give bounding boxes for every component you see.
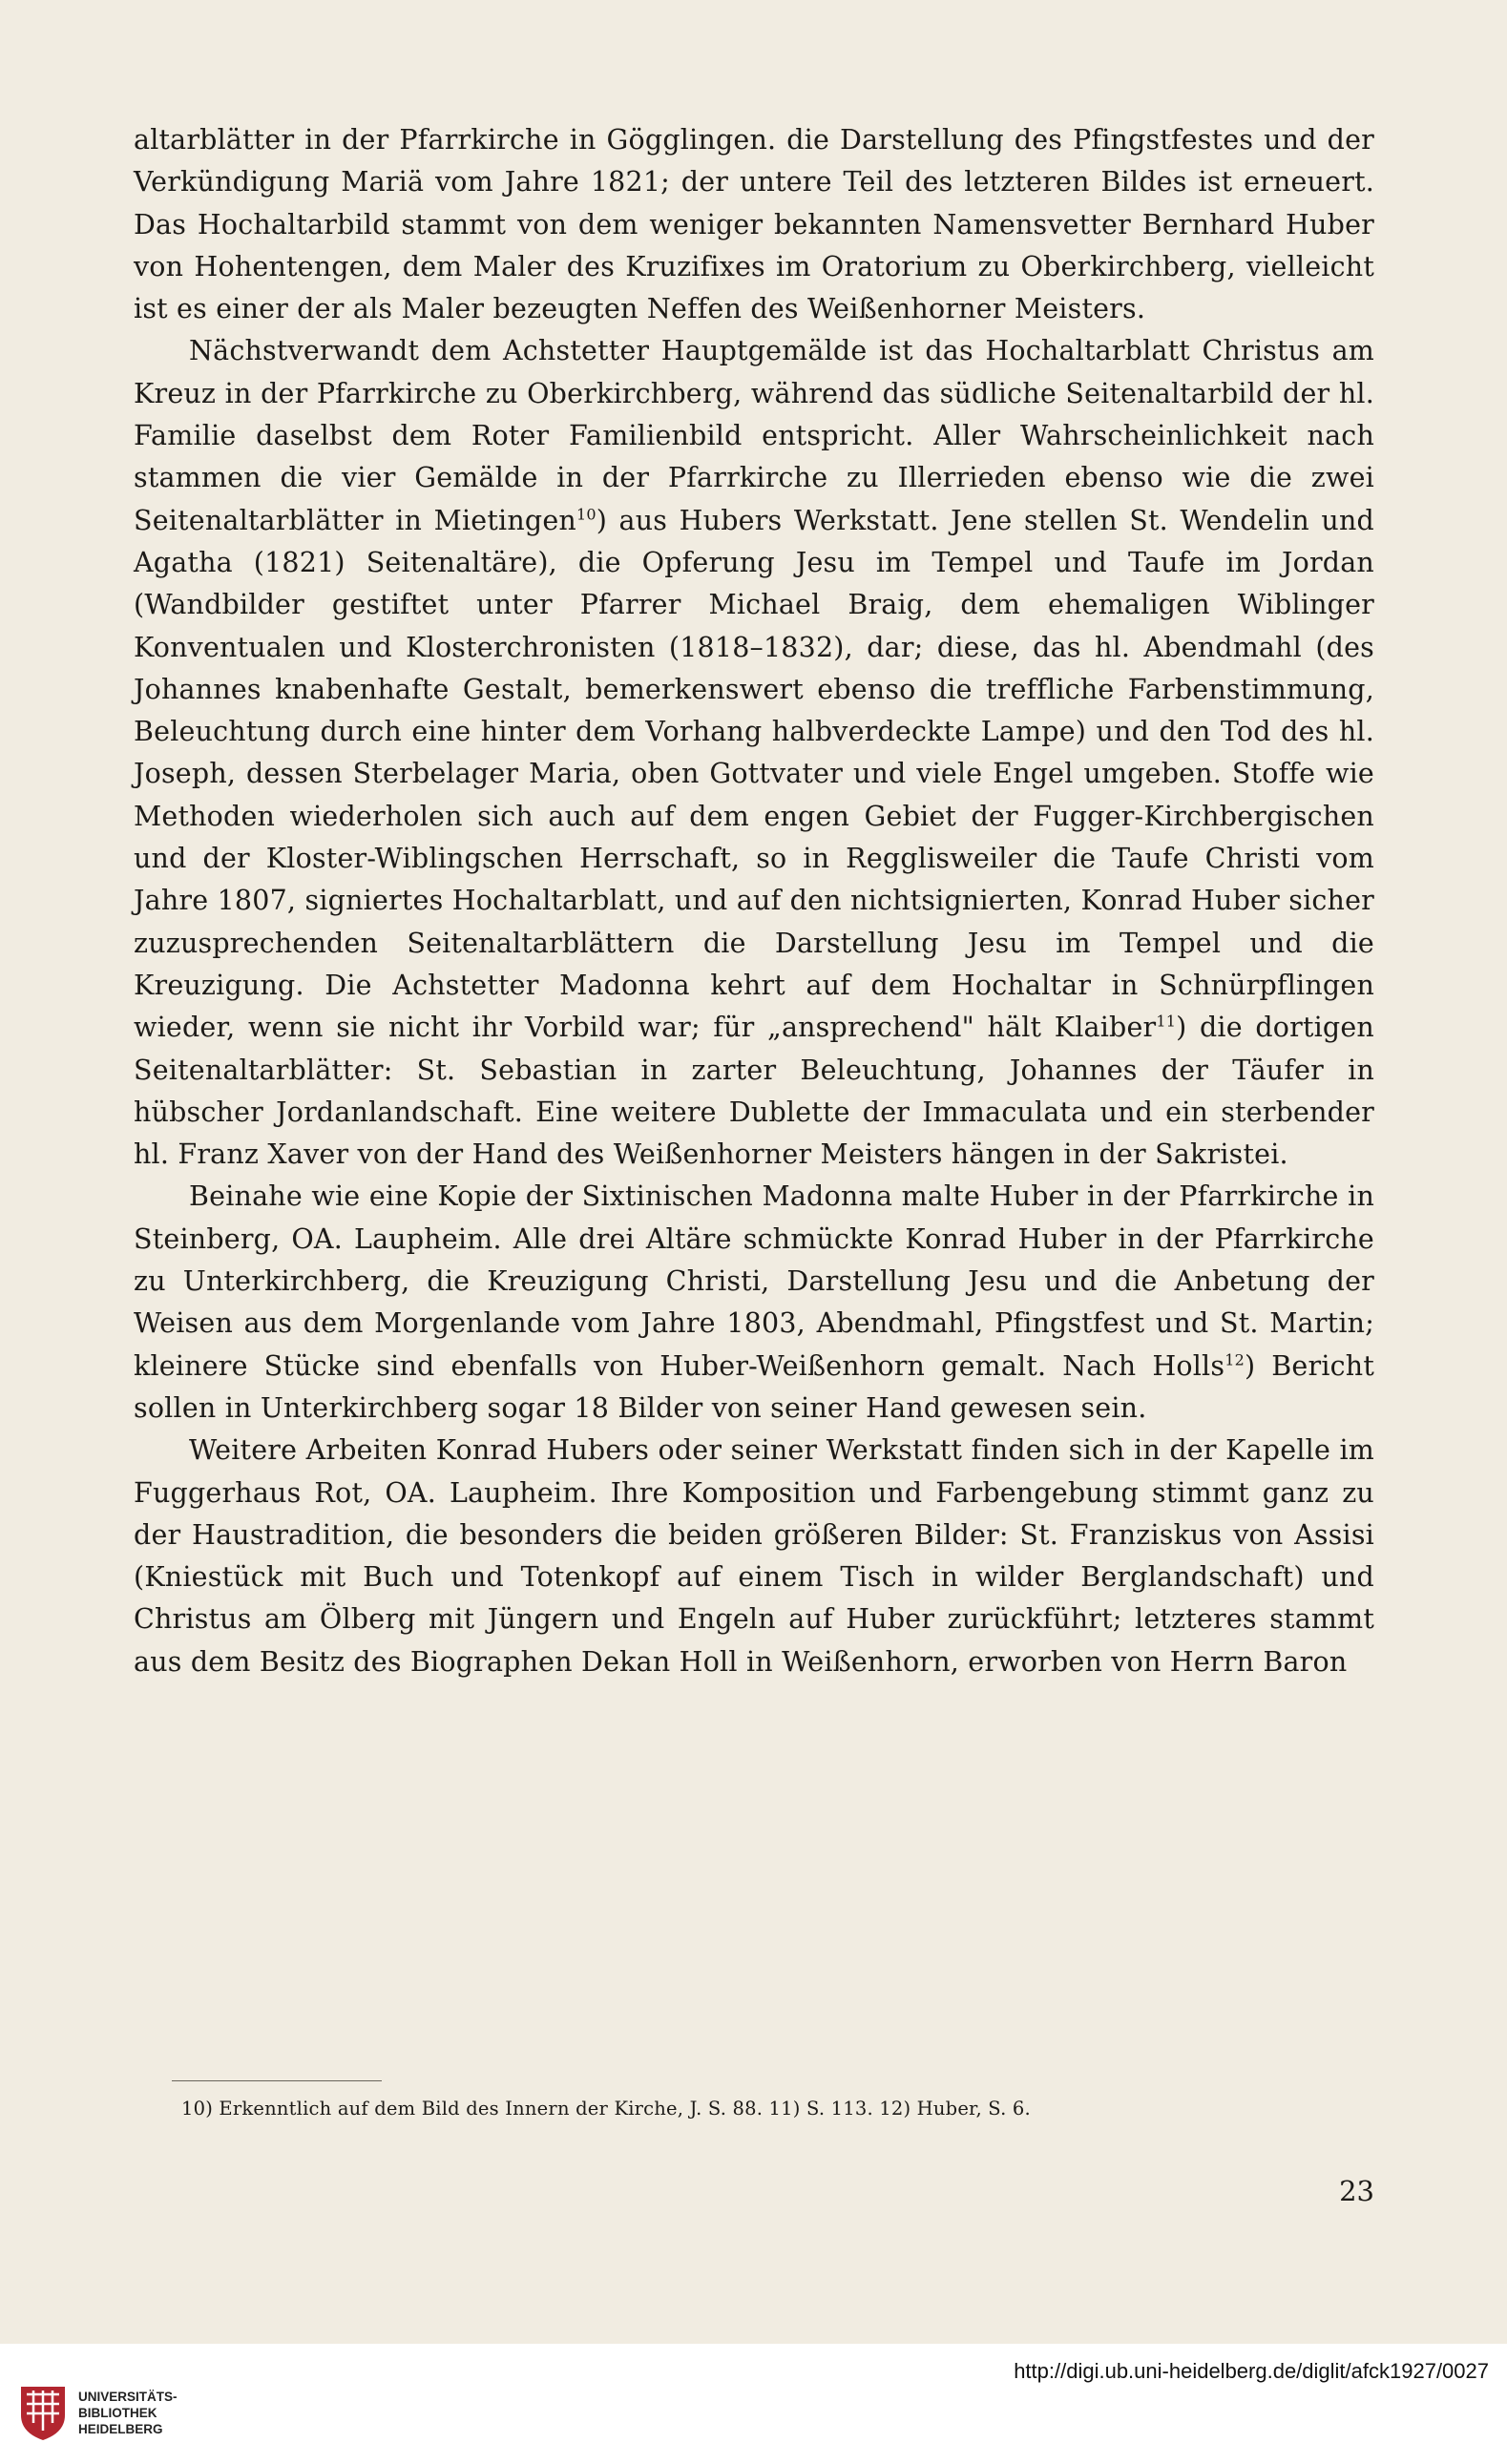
paragraph-2-text: Nächstverwandt dem Achstetter Hauptgemälde ist das Hochaltarblatt Christus am Kreuz in der Pfarrkirche zu Oberkirchberg, während das südliche Seitenaltarbild der hl. Familie daselbst dem Roter Familienbild entspricht. Aller Wahrscheinlichkeit nach stammen die vier Gemälde in der Pfarrkirche zu Illerrieden ebenso wie die zwei Seitenaltarblätter in Mietingen <box>134 335 1374 536</box>
paragraph-2-text-end: ) die dortigen Seitenaltarblätter: St. Sebastian in zarter Beleuchtung, Johannes der Täufer in hübscher Jordanlandschaft. Eine weitere Dublette der Immaculata und ein sterbender hl. Franz Xaver von der Hand des Weißenhorner Meisters hängen in der Sakristei. <box>134 1012 1374 1171</box>
footnote-rule <box>172 2080 382 2081</box>
library-line-2: BIBLIOTHEK <box>78 2406 157 2420</box>
paragraph-2-text-cont: ) aus Hubers Werkstatt. Jene stellen St. Wendelin und Agatha (1821) Seitenaltäre), die Opferung Jesu im Tempel und Taufe im Jordan (Wandbilder gestiftet unter Pfarrer Michael Braig, dem ehemaligen Wiblinger Konventualen und Klosterchronisten (1818–1832), dar; diese, das hl. Abendmahl (des Johannes knabenhafte Gestalt, bemerkenswert ebenso die treffliche Farbenstimmung, Beleuchtung durch eine hinter dem Vorhang halbverdeckte Lampe) und den Tod des hl. Joseph, dessen Sterbelager Maria, oben Gottvater und viele Engel umgeben. Stoffe wie Methoden wiederholen sich auch auf dem engen Gebiet der Fugger-Kirchbergischen und der Kloster-Wiblingschen Herrschaft, so in Reggliswеiler die Taufe Christi vom Jahre 1807, signiertes Hochaltarblatt, und auf den nichtsignierten, Konrad Huber sicher zuzusprechenden Seitenaltarblättern die Darstellung Jesu im Tempel und die Kreuzigung. Die Achstetter Madonna kehrt auf dem Hochaltar in Schnürpflingen wieder, wenn sie nicht ihr Vorbild war; für „ansprechend" hält Klaiber <box>134 504 1374 1044</box>
library-name <box>78 2389 269 2437</box>
university-seal-icon <box>17 2383 69 2442</box>
source-url[interactable]: http://digi.ub.uni-heidelberg.de/diglit/afck1927/0027 <box>1014 2359 1489 2383</box>
page-number: 23 <box>1339 2175 1374 2207</box>
library-line-1: UNIVERSITÄTS- <box>78 2390 178 2404</box>
library-line-3: HEIDELBERG <box>78 2422 163 2436</box>
footnotes: 10) Erkenntlich auf dem Bild des Innern der Kirche, J. S. 88. 11) S. 113. 12) Huber, S. 6. <box>181 2098 1031 2119</box>
body-text <box>134 119 1374 1683</box>
paragraph-1: altarblätter in der Pfarrkirche in Gögglingen. die Darstellung des Pfingstfestes und der Verkündigung Mariä vom Jahre 1821; der untere Teil des letzteren Bildes ist erneuert. Das Hochaltarbild stammt von dem weniger bekannten Namensvetter Bernhard Huber von Hohentengen, dem Maler des Kruzifixes im Oratorium zu Oberkirchberg, vielleicht ist es einer der als Maler bezeugten Neffen des Weißenhorner Meisters. <box>134 124 1374 325</box>
paragraph-3 <box>134 1176 1374 1430</box>
paragraph-3-text-end: ) Bericht sollen in Unterkirchberg sogar 18 Bilder von seiner Hand gewesen sein. <box>134 1349 1375 1424</box>
footnote-ref-10: 10 <box>576 505 597 524</box>
paragraph-4: Weitere Arbeiten Konrad Hubers oder seiner Werkstatt finden sich in der Kapelle im Fuggerhaus Rot, OA. Laupheim. Ihre Komposition und Farbengebung stimmt ganz zu der Haustradition, die besonders die beiden größeren Bilder: St. Franziskus von Assisi (Kniestück mit Buch und Totenkopf auf einem Tisch in wilder Berglandschaft) und Christus am Ölberg mit Jüngern und Engeln auf Huber zurückführt; letzteres stammt aus dem Besitz des Biographen Dekan Holl in Weißenhorn, erworben von Herrn Baron <box>134 1434 1374 1678</box>
footnote-ref-12: 12 <box>1224 1350 1245 1369</box>
paragraph-3-text: Beinahe wie eine Kopie der Sixtinischen Madonna malte Huber in der Pfarrkirche in Steinberg, OA. Laupheim. Alle drei Altäre schmückte Konrad Huber in der Pfarrkirche zu Unterkirchberg, die Kreuzigung Christi, Darstellung Jesu und die Anbetung der Weisen aus dem Morgenlande vom Jahre 1803, Abendmahl, Pfingstfest und St. Martin; kleinere Stücke sind ebenfalls von Huber-Weißenhorn gemalt. Nach Holls <box>134 1180 1374 1382</box>
paragraph-2 <box>134 330 1374 1176</box>
footnote-ref-11: 11 <box>1156 1012 1177 1031</box>
